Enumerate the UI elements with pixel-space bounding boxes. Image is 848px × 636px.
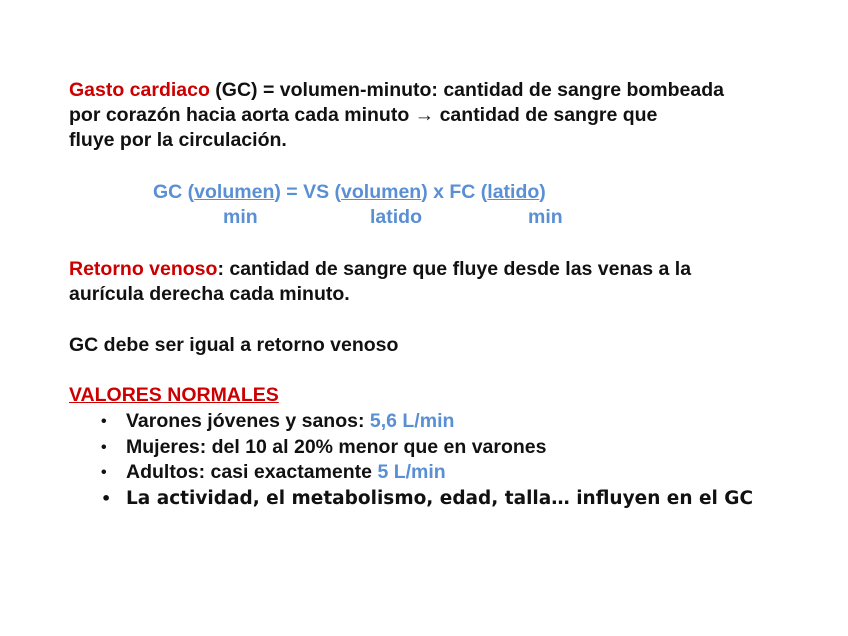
bullet-icon: • bbox=[101, 413, 107, 430]
gasto-cardiaco-definition-2b: cantidad de sangre que bbox=[434, 104, 658, 126]
gasto-cardiaco-line-2 bbox=[69, 103, 724, 128]
gasto-cardiaco-line-3: fluye por la circulación. bbox=[69, 129, 287, 151]
list-item-text: Adultos: casi exactamente bbox=[126, 461, 378, 483]
list-item bbox=[69, 486, 753, 512]
gc-equals-statement: GC debe ser igual a retorno venoso bbox=[69, 334, 399, 356]
formula-fc-denominator: min bbox=[528, 206, 563, 228]
formula-close-paren: ) bbox=[539, 181, 546, 203]
retorno-venoso-line-2: aurícula derecha cada minuto. bbox=[69, 283, 350, 305]
formula-vs-numerator: volumen bbox=[341, 181, 422, 203]
gasto-cardiaco-line-1 bbox=[69, 78, 724, 103]
formula-line bbox=[153, 180, 546, 205]
gasto-cardiaco-term: Gasto cardiaco bbox=[69, 79, 210, 101]
bullet-icon: • bbox=[101, 488, 112, 508]
valores-normales-heading: VALORES NORMALES bbox=[69, 384, 279, 406]
formula-vs-denominator: latido bbox=[370, 206, 422, 228]
formula-gc: GC ( bbox=[153, 181, 195, 203]
list-item-value: 5 L/min bbox=[377, 461, 446, 483]
list-item bbox=[69, 409, 753, 435]
gasto-cardiaco-definition-1: (GC) = volumen-minuto: cantidad de sangre bombeada bbox=[209, 79, 724, 101]
list-item bbox=[69, 460, 753, 486]
gasto-cardiaco-definition-2a: por corazón hacia aorta cada minuto bbox=[69, 104, 415, 126]
list-item-text: La actividad, el metabolismo, edad, talla… influyen en el GC bbox=[126, 487, 754, 509]
retorno-venoso-paragraph bbox=[69, 257, 691, 307]
formula-fc-numerator: latido bbox=[487, 181, 540, 203]
formula-equals-vs: ) = VS ( bbox=[274, 181, 342, 203]
retorno-venoso-term: Retorno venoso bbox=[69, 258, 218, 280]
gasto-cardiaco-paragraph bbox=[69, 78, 724, 153]
formula-times-fc: ) x FC ( bbox=[421, 181, 488, 203]
arrow-right-icon: → bbox=[414, 104, 435, 126]
formula-gc-denominator: min bbox=[223, 206, 258, 228]
list-item bbox=[69, 435, 753, 461]
formula-gc-numerator: volumen bbox=[194, 181, 275, 203]
retorno-venoso-definition-1: : cantidad de sangre que fluye desde las venas a la bbox=[217, 258, 692, 280]
list-item-text: Mujeres: del 10 al 20% menor que en varones bbox=[126, 435, 547, 458]
list-item-value: 5,6 L/min bbox=[369, 410, 455, 432]
bullet-icon: • bbox=[101, 464, 107, 481]
bullet-icon: • bbox=[101, 438, 107, 456]
list-item-text: Varones jóvenes y sanos: bbox=[126, 410, 370, 432]
valores-normales-list bbox=[69, 409, 753, 511]
retorno-venoso-line-1 bbox=[69, 257, 691, 282]
